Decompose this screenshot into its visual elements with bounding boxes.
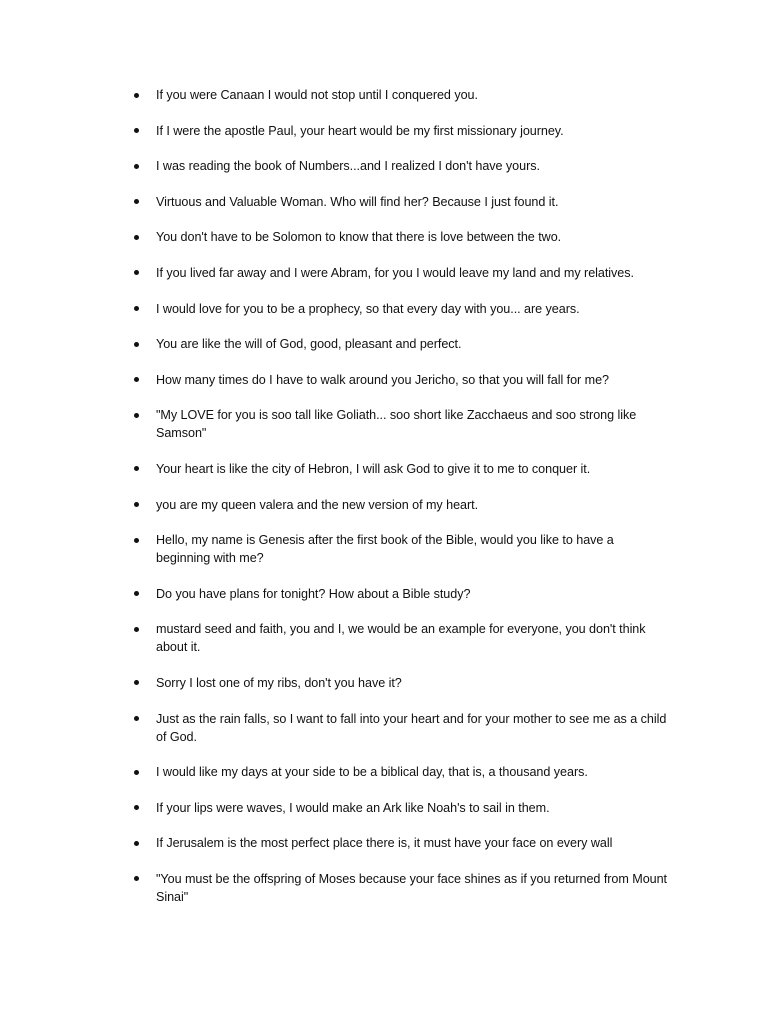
list-item <box>130 799 670 817</box>
bullet-icon <box>134 128 139 133</box>
list-item-text: Your heart is like the city of Hebron, I will ask God to give it to me to conquer it. <box>156 461 591 476</box>
list-item-text: you are my queen valera and the new version of my heart. <box>156 497 479 512</box>
bullet-icon <box>134 591 139 596</box>
bullet-icon <box>134 413 139 418</box>
bullet-icon <box>134 716 139 721</box>
list-item <box>130 674 670 692</box>
bullet-icon <box>134 93 139 98</box>
list-item-text: How many times do I have to walk around you Jericho, so that you will fall for me? <box>156 372 609 387</box>
list-item-text: You don't have to be Solomon to know that there is love between the two. <box>156 230 562 245</box>
list-item-text: Sorry I lost one of my ribs, don't you have it? <box>156 675 402 690</box>
list-item-text: mustard seed and faith, you and I, we would be an example for everyone, you don't think about it. <box>156 622 646 655</box>
list-item <box>130 371 670 389</box>
list-item <box>130 122 670 140</box>
list-item <box>130 157 670 175</box>
list-item <box>130 300 670 318</box>
list-item-text: Hello, my name is Genesis after the first book of the Bible, would you like to have a beginning with me? <box>156 533 614 566</box>
list-item-text: I would love for you to be a prophecy, so that every day with you... are years. <box>156 301 580 316</box>
list-item <box>130 585 670 603</box>
list-item-text: If your lips were waves, I would make an Ark like Noah's to sail in them. <box>156 800 550 815</box>
bullet-icon <box>134 306 139 311</box>
list-item-text: Virtuous and Valuable Woman. Who will find her? Because I just found it. <box>156 194 559 209</box>
list-item <box>130 620 670 656</box>
list-item <box>130 834 670 852</box>
list-item-text: I was reading the book of Numbers...and I realized I don't have yours. <box>156 159 540 174</box>
list-item <box>130 406 670 442</box>
list-item-text: You are like the will of God, good, pleasant and perfect. <box>156 337 462 352</box>
list-item <box>130 710 670 746</box>
bullet-icon <box>134 377 139 382</box>
bullet-icon <box>134 770 139 775</box>
bullet-icon <box>134 538 139 543</box>
list-item-text: Do you have plans for tonight? How about a Bible study? <box>156 586 471 601</box>
bullet-icon <box>134 342 139 347</box>
list-item-text: If you lived far away and I were Abram, for you I would leave my land and my relatives. <box>156 265 634 280</box>
bullet-icon <box>134 235 139 240</box>
bullet-icon <box>134 876 139 881</box>
list-item <box>130 496 670 514</box>
list-item <box>130 228 670 246</box>
list-item-text: If you were Canaan I would not stop until I conquered you. <box>156 88 478 102</box>
list-item <box>130 531 670 567</box>
bullet-icon <box>134 199 139 204</box>
bullet-icon <box>134 466 139 471</box>
list-item <box>130 264 670 282</box>
list-item-text: I would like my days at your side to be a biblical day, that is, a thousand years. <box>156 765 588 780</box>
list-item-text: If I were the apostle Paul, your heart would be my first missionary journey. <box>156 123 564 138</box>
list-item <box>130 193 670 211</box>
bullet-icon <box>134 680 139 685</box>
bullet-icon <box>134 805 139 810</box>
list-item <box>130 86 670 104</box>
bullet-icon <box>134 627 139 632</box>
list-item <box>130 460 670 478</box>
list-item-text: If Jerusalem is the most perfect place there is, it must have your face on every wall <box>156 836 613 851</box>
bullet-icon <box>134 502 139 507</box>
list-item <box>130 763 670 781</box>
list-item <box>130 870 670 906</box>
list-item <box>130 335 670 353</box>
list-item-text: "You must be the offspring of Moses because your face shines as if you returned from Mount Sinai" <box>156 871 668 904</box>
list-item-text: "My LOVE for you is soo tall like Goliath... soo short like Zacchaeus and soo strong like Samson" <box>156 408 637 441</box>
bullet-icon <box>134 841 139 846</box>
bullet-icon <box>134 270 139 275</box>
list-item-text: Just as the rain falls, so I want to fall into your heart and for your mother to see me as a child of God. <box>156 711 667 744</box>
bullet-list <box>130 86 670 923</box>
bullet-icon <box>134 164 139 169</box>
